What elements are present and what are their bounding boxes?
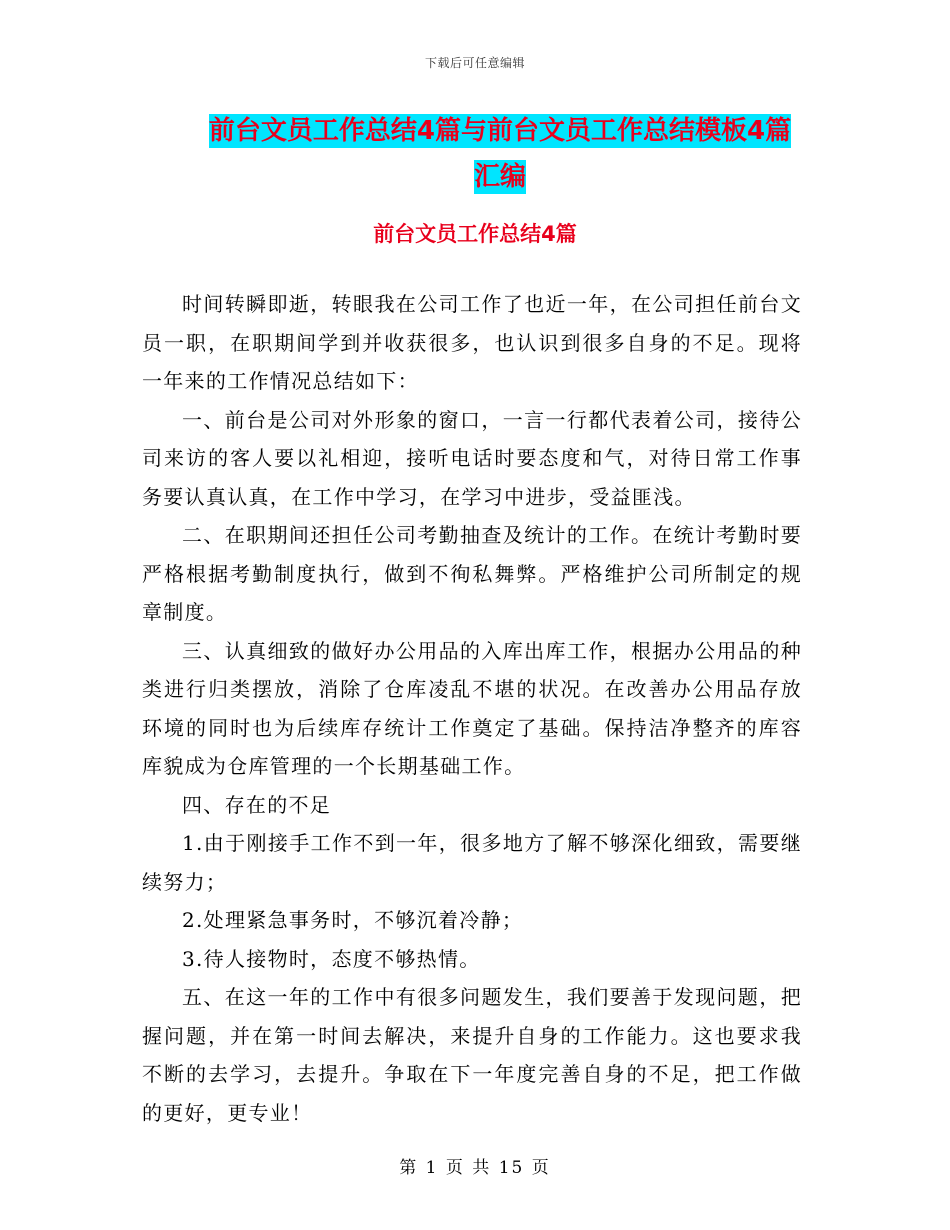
section-title: 前台文员工作总结4篇 bbox=[373, 222, 577, 246]
paragraph-item-2: 二、在职期间还担任公司考勤抽查及统计的工作。在统计考勤时要严格根据考勤制度执行，做到不徇私舞弊。严格维护公司所制定的规章制度。 bbox=[142, 523, 802, 624]
header-note: 下载后可任意编辑 bbox=[424, 56, 525, 70]
paragraph-shortcoming-1: 1.由于刚接手工作不到一年，很多地方了解不够深化细致，需要继续努力； bbox=[142, 831, 802, 894]
paragraph-intro: 时间转瞬即逝，转眼我在公司工作了也近一年，在公司担任前台文员一职，在职期间学到并收获很多，也认识到很多自身的不足。现将一年来的工作情况总结如下： bbox=[142, 292, 802, 393]
paragraph-item-5: 五、在这一年的工作中有很多问题发生，我们要善于发现问题，把握问题，并在第一时间去解决，来提升自身的工作能力。这也要求我不断的去学习，去提升。争取在下一年度完善自身的不足，把工作做的更好，更专业！ bbox=[142, 985, 802, 1125]
document-title-line-1: 前台文员工作总结4篇与前台文员工作总结模板4篇 bbox=[208, 116, 792, 146]
paragraph-item-3: 三、认真细致的做好办公用品的入库出库工作，根据办公用品的种类进行归类摆放，消除了仓库凌乱不堪的状况。在改善办公用品存放环境的同时也为后续库存统计工作奠定了基础。保持洁净整齐的库容库貌成为仓库管理的一个长期基础工作。 bbox=[142, 638, 802, 778]
paragraph-item-1: 一、前台是公司对外形象的窗口，一言一行都代表着公司，接待公司来访的客人要以礼相迎，接听电话时要态度和气，对待日常工作事务要认真认真，在工作中学习，在学习中进步，受益匪浅。 bbox=[142, 407, 802, 509]
document-title bbox=[180, 108, 820, 200]
paragraph-item-4-heading: 四、存在的不足 bbox=[182, 792, 332, 817]
paragraph-shortcoming-2: 2.处理紧急事务时，不够沉着冷静； bbox=[182, 908, 524, 932]
page-footer: 第 1 页 共 15 页 bbox=[399, 1158, 551, 1178]
paragraph-shortcoming-3: 3.待人接物时，态度不够热情。 bbox=[182, 946, 481, 971]
document-title-line-2: 汇编 bbox=[473, 162, 526, 192]
body-text bbox=[142, 285, 802, 1132]
